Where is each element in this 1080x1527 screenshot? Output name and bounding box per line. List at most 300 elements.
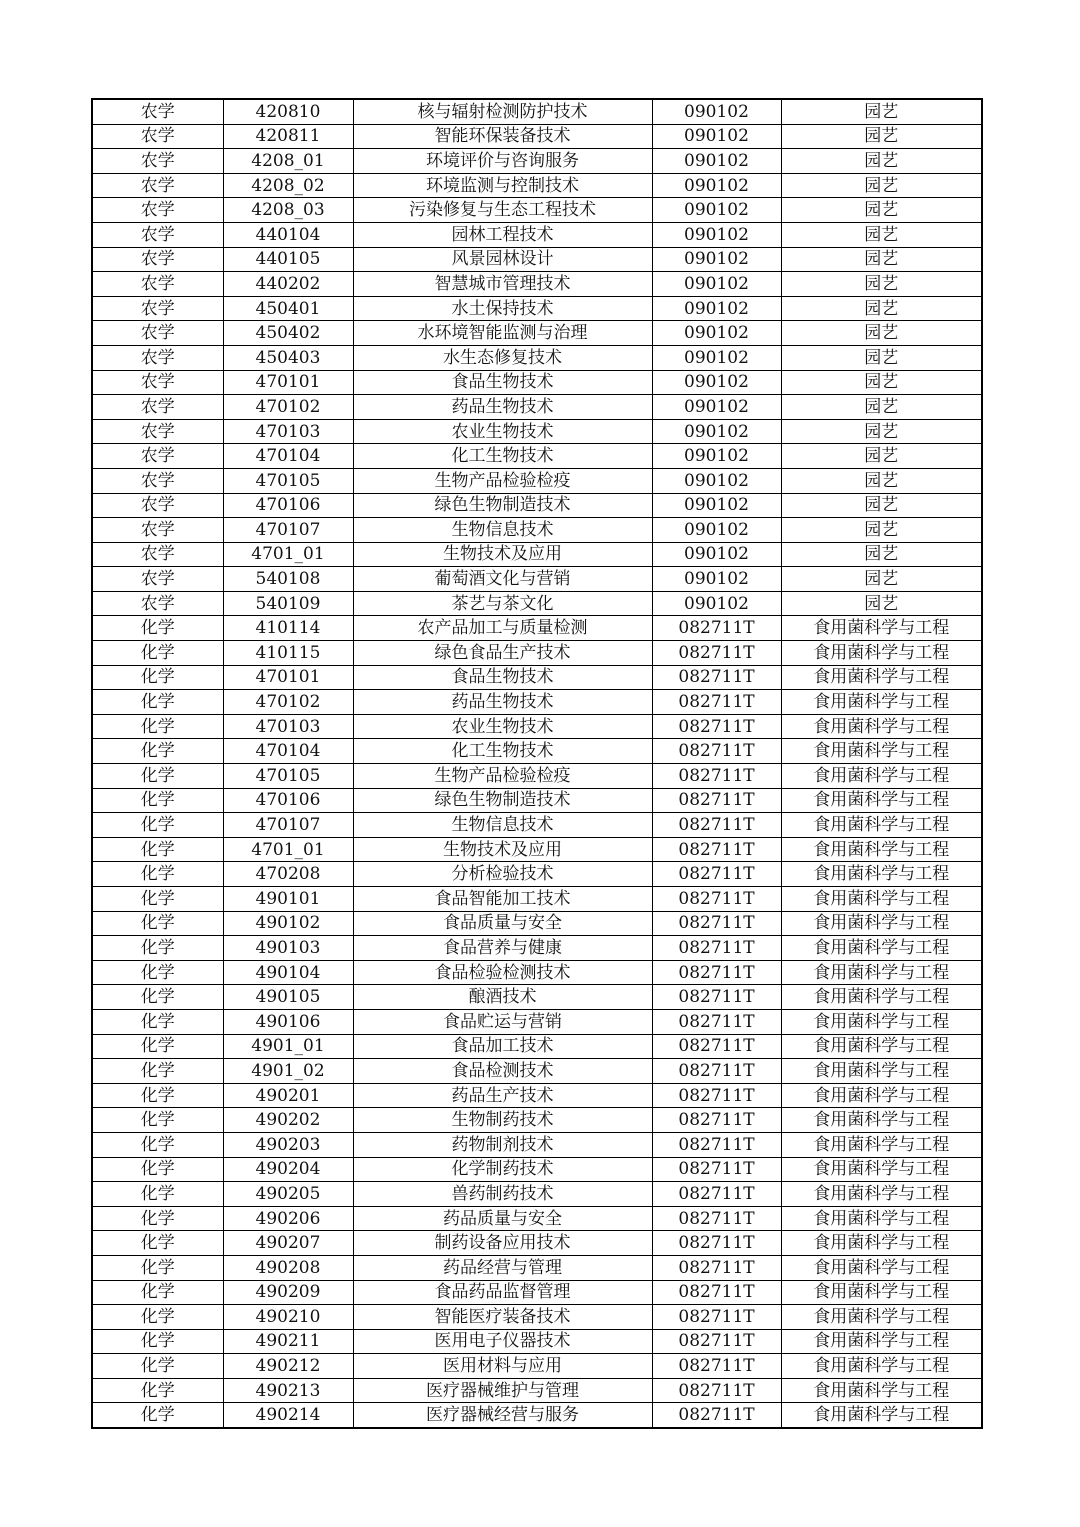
major-name-cell: 食用菌科学与工程: [781, 1255, 982, 1280]
program-name-cell: 食品生物技术: [353, 370, 652, 395]
program-code-cell: 450403: [223, 345, 353, 370]
program-code-cell: 490207: [223, 1231, 353, 1256]
program-name-cell: 化工生物技术: [353, 444, 652, 469]
table-row: [92, 641, 982, 666]
major-name-cell: 食用菌科学与工程: [781, 911, 982, 936]
major-name-cell: 食用菌科学与工程: [781, 739, 982, 764]
program-name-cell: 食品智能加工技术: [353, 887, 652, 912]
program-name-cell: 医疗器械经营与服务: [353, 1403, 652, 1428]
subject-cell: 化学: [92, 739, 223, 764]
program-code-cell: 490106: [223, 1009, 353, 1034]
major-code-cell: 090102: [652, 198, 781, 223]
major-code-cell: 090102: [652, 395, 781, 420]
table-row: [92, 960, 982, 985]
table-row: [92, 444, 982, 469]
program-code-cell: 470104: [223, 739, 353, 764]
major-code-cell: 082711T: [652, 1132, 781, 1157]
subject-cell: 化学: [92, 714, 223, 739]
major-name-cell: 园艺: [781, 370, 982, 395]
major-code-cell: 082711T: [652, 788, 781, 813]
program-code-cell: 4901_02: [223, 1059, 353, 1084]
major-code-cell: 082711T: [652, 1378, 781, 1403]
table-row: [92, 124, 982, 149]
program-name-cell: 药品质量与安全: [353, 1206, 652, 1231]
subject-cell: 化学: [92, 1403, 223, 1428]
program-name-cell: 生物制药技术: [353, 1108, 652, 1133]
program-code-cell: 4701_01: [223, 837, 353, 862]
table-row: [92, 1231, 982, 1256]
program-code-cell: 470107: [223, 813, 353, 838]
table-row: [92, 493, 982, 518]
subject-cell: 化学: [92, 1132, 223, 1157]
major-code-cell: 090102: [652, 419, 781, 444]
table-row: [92, 665, 982, 690]
table-row: [92, 468, 982, 493]
major-code-cell: 082711T: [652, 887, 781, 912]
major-name-cell: 园艺: [781, 518, 982, 543]
program-name-cell: 智能医疗装备技术: [353, 1305, 652, 1330]
program-code-cell: 540109: [223, 591, 353, 616]
program-code-cell: 4208_01: [223, 149, 353, 174]
program-code-cell: 410114: [223, 616, 353, 641]
program-name-cell: 智慧城市管理技术: [353, 272, 652, 297]
program-code-cell: 490212: [223, 1354, 353, 1379]
table-row: [92, 813, 982, 838]
program-name-cell: 生物信息技术: [353, 518, 652, 543]
major-code-cell: 090102: [652, 345, 781, 370]
major-code-cell: 082711T: [652, 616, 781, 641]
program-code-cell: 490211: [223, 1329, 353, 1354]
subject-cell: 化学: [92, 641, 223, 666]
subject-cell: 化学: [92, 862, 223, 887]
program-code-cell: 450402: [223, 321, 353, 346]
program-name-cell: 污染修复与生态工程技术: [353, 198, 652, 223]
table-row: [92, 1305, 982, 1330]
program-code-cell: 4208_03: [223, 198, 353, 223]
major-name-cell: 食用菌科学与工程: [781, 1009, 982, 1034]
table-row: [92, 591, 982, 616]
subject-cell: 农学: [92, 247, 223, 272]
program-name-cell: 核与辐射检测防护技术: [353, 99, 652, 124]
major-name-cell: 食用菌科学与工程: [781, 1182, 982, 1207]
subject-cell: 化学: [92, 1378, 223, 1403]
major-code-cell: 082711T: [652, 1305, 781, 1330]
major-name-cell: 食用菌科学与工程: [781, 1034, 982, 1059]
major-name-cell: 食用菌科学与工程: [781, 1403, 982, 1428]
major-code-cell: 090102: [652, 173, 781, 198]
major-name-cell: 食用菌科学与工程: [781, 1231, 982, 1256]
major-code-cell: 082711T: [652, 690, 781, 715]
table-row: [92, 911, 982, 936]
program-name-cell: 风景园林设计: [353, 247, 652, 272]
program-code-cell: 490204: [223, 1157, 353, 1182]
subject-cell: 化学: [92, 1231, 223, 1256]
major-code-cell: 090102: [652, 124, 781, 149]
program-code-cell: 490102: [223, 911, 353, 936]
table-row: [92, 296, 982, 321]
program-code-cell: 490104: [223, 960, 353, 985]
program-name-cell: 化工生物技术: [353, 739, 652, 764]
table-row: [92, 1206, 982, 1231]
major-code-cell: 090102: [652, 518, 781, 543]
program-name-cell: 绿色生物制造技术: [353, 788, 652, 813]
program-name-cell: 食品加工技术: [353, 1034, 652, 1059]
table-row: [92, 1132, 982, 1157]
major-code-cell: 082711T: [652, 641, 781, 666]
table-row: [92, 714, 982, 739]
major-name-cell: 食用菌科学与工程: [781, 936, 982, 961]
table-row: [92, 1378, 982, 1403]
major-code-cell: 082711T: [652, 1255, 781, 1280]
program-code-cell: 470106: [223, 493, 353, 518]
table-row: [92, 788, 982, 813]
program-name-cell: 药品生物技术: [353, 395, 652, 420]
major-name-cell: 食用菌科学与工程: [781, 690, 982, 715]
major-name-cell: 园艺: [781, 444, 982, 469]
major-code-cell: 090102: [652, 149, 781, 174]
program-code-cell: 470103: [223, 714, 353, 739]
program-name-cell: 食品质量与安全: [353, 911, 652, 936]
major-name-cell: 园艺: [781, 124, 982, 149]
program-name-cell: 制药设备应用技术: [353, 1231, 652, 1256]
major-code-cell: 082711T: [652, 911, 781, 936]
program-code-cell: 490208: [223, 1255, 353, 1280]
program-name-cell: 水环境智能监测与治理: [353, 321, 652, 346]
table-row: [92, 739, 982, 764]
program-name-cell: 医疗器械维护与管理: [353, 1378, 652, 1403]
program-name-cell: 园林工程技术: [353, 222, 652, 247]
major-name-cell: 食用菌科学与工程: [781, 714, 982, 739]
subject-cell: 化学: [92, 764, 223, 789]
table-row: [92, 764, 982, 789]
table-row: [92, 1009, 982, 1034]
table-row: [92, 690, 982, 715]
subject-cell: 化学: [92, 690, 223, 715]
table-row: [92, 222, 982, 247]
major-code-cell: 090102: [652, 542, 781, 567]
major-name-cell: 园艺: [781, 173, 982, 198]
program-code-cell: 410115: [223, 641, 353, 666]
subject-cell: 农学: [92, 272, 223, 297]
subject-cell: 农学: [92, 444, 223, 469]
table-row: [92, 1059, 982, 1084]
program-code-cell: 490202: [223, 1108, 353, 1133]
major-name-cell: 食用菌科学与工程: [781, 1206, 982, 1231]
subject-cell: 化学: [92, 1329, 223, 1354]
major-code-cell: 082711T: [652, 813, 781, 838]
program-code-cell: 470104: [223, 444, 353, 469]
subject-cell: 化学: [92, 1255, 223, 1280]
table-row: [92, 518, 982, 543]
program-code-cell: 540108: [223, 567, 353, 592]
program-name-cell: 绿色生物制造技术: [353, 493, 652, 518]
program-code-cell: 490103: [223, 936, 353, 961]
subject-cell: 农学: [92, 493, 223, 518]
program-code-cell: 440202: [223, 272, 353, 297]
program-name-cell: 生物信息技术: [353, 813, 652, 838]
program-code-cell: 470208: [223, 862, 353, 887]
program-name-cell: 医用材料与应用: [353, 1354, 652, 1379]
table-row: [92, 1354, 982, 1379]
program-code-cell: 4701_01: [223, 542, 353, 567]
major-name-cell: 食用菌科学与工程: [781, 960, 982, 985]
subject-cell: 农学: [92, 198, 223, 223]
subject-cell: 化学: [92, 665, 223, 690]
subject-cell: 农学: [92, 518, 223, 543]
program-code-cell: 490210: [223, 1305, 353, 1330]
major-code-cell: 090102: [652, 296, 781, 321]
table-row: [92, 837, 982, 862]
program-code-cell: 470107: [223, 518, 353, 543]
major-name-cell: 食用菌科学与工程: [781, 1305, 982, 1330]
program-name-cell: 食品贮运与营销: [353, 1009, 652, 1034]
program-name-cell: 药品生产技术: [353, 1083, 652, 1108]
major-name-cell: 食用菌科学与工程: [781, 1354, 982, 1379]
program-name-cell: 绿色食品生产技术: [353, 641, 652, 666]
major-code-cell: 082711T: [652, 1034, 781, 1059]
program-name-cell: 茶艺与茶文化: [353, 591, 652, 616]
program-name-cell: 药品生物技术: [353, 690, 652, 715]
program-name-cell: 药物制剂技术: [353, 1132, 652, 1157]
major-code-cell: 082711T: [652, 1403, 781, 1428]
major-name-cell: 食用菌科学与工程: [781, 616, 982, 641]
table-row: [92, 419, 982, 444]
subject-cell: 化学: [92, 960, 223, 985]
table-row: [92, 345, 982, 370]
major-name-cell: 园艺: [781, 395, 982, 420]
major-name-cell: 食用菌科学与工程: [781, 641, 982, 666]
major-code-cell: 082711T: [652, 665, 781, 690]
major-code-cell: 082711T: [652, 936, 781, 961]
program-code-cell: 470102: [223, 690, 353, 715]
major-mapping-table: [91, 98, 983, 1429]
program-name-cell: 医用电子仪器技术: [353, 1329, 652, 1354]
program-code-cell: 470105: [223, 468, 353, 493]
program-code-cell: 470101: [223, 370, 353, 395]
program-code-cell: 490101: [223, 887, 353, 912]
subject-cell: 化学: [92, 1305, 223, 1330]
program-name-cell: 智能环保装备技术: [353, 124, 652, 149]
subject-cell: 农学: [92, 370, 223, 395]
major-code-cell: 082711T: [652, 1083, 781, 1108]
subject-cell: 农学: [92, 321, 223, 346]
major-code-cell: 090102: [652, 247, 781, 272]
program-name-cell: 生物产品检验检疫: [353, 468, 652, 493]
major-name-cell: 食用菌科学与工程: [781, 862, 982, 887]
program-name-cell: 水生态修复技术: [353, 345, 652, 370]
program-name-cell: 分析检验技术: [353, 862, 652, 887]
major-name-cell: 园艺: [781, 272, 982, 297]
major-name-cell: 园艺: [781, 591, 982, 616]
table-row: [92, 1403, 982, 1428]
major-code-cell: 082711T: [652, 1059, 781, 1084]
program-code-cell: 490213: [223, 1378, 353, 1403]
table-row: [92, 936, 982, 961]
major-name-cell: 食用菌科学与工程: [781, 1059, 982, 1084]
table-row: [92, 1329, 982, 1354]
subject-cell: 化学: [92, 887, 223, 912]
major-name-cell: 园艺: [781, 419, 982, 444]
major-code-cell: 082711T: [652, 862, 781, 887]
major-name-cell: 食用菌科学与工程: [781, 1083, 982, 1108]
program-code-cell: 490105: [223, 985, 353, 1010]
major-code-cell: 082711T: [652, 1231, 781, 1256]
table-body: [92, 99, 982, 1428]
major-name-cell: 食用菌科学与工程: [781, 837, 982, 862]
major-name-cell: 食用菌科学与工程: [781, 764, 982, 789]
subject-cell: 化学: [92, 985, 223, 1010]
subject-cell: 农学: [92, 345, 223, 370]
major-name-cell: 食用菌科学与工程: [781, 1329, 982, 1354]
subject-cell: 化学: [92, 1059, 223, 1084]
table-row: [92, 862, 982, 887]
subject-cell: 农学: [92, 419, 223, 444]
program-name-cell: 农业生物技术: [353, 419, 652, 444]
program-name-cell: 农产品加工与质量检测: [353, 616, 652, 641]
program-code-cell: 470102: [223, 395, 353, 420]
major-code-cell: 082711T: [652, 1009, 781, 1034]
major-name-cell: 食用菌科学与工程: [781, 788, 982, 813]
major-name-cell: 食用菌科学与工程: [781, 665, 982, 690]
table-row: [92, 985, 982, 1010]
major-code-cell: 090102: [652, 272, 781, 297]
table-row: [92, 1083, 982, 1108]
major-code-cell: 090102: [652, 99, 781, 124]
program-name-cell: 酿酒技术: [353, 985, 652, 1010]
table-row: [92, 173, 982, 198]
major-name-cell: 园艺: [781, 493, 982, 518]
major-code-cell: 082711T: [652, 1329, 781, 1354]
major-code-cell: 082711T: [652, 1280, 781, 1305]
program-code-cell: 4901_01: [223, 1034, 353, 1059]
major-code-cell: 082711T: [652, 1108, 781, 1133]
table-row: [92, 616, 982, 641]
program-code-cell: 490201: [223, 1083, 353, 1108]
program-name-cell: 生物产品检验检疫: [353, 764, 652, 789]
subject-cell: 农学: [92, 567, 223, 592]
program-code-cell: 490214: [223, 1403, 353, 1428]
program-name-cell: 环境评价与咨询服务: [353, 149, 652, 174]
major-name-cell: 食用菌科学与工程: [781, 985, 982, 1010]
subject-cell: 化学: [92, 1354, 223, 1379]
table-row: [92, 1108, 982, 1133]
major-name-cell: 食用菌科学与工程: [781, 1157, 982, 1182]
subject-cell: 化学: [92, 616, 223, 641]
subject-cell: 化学: [92, 788, 223, 813]
subject-cell: 农学: [92, 222, 223, 247]
major-name-cell: 园艺: [781, 99, 982, 124]
major-name-cell: 园艺: [781, 296, 982, 321]
major-code-cell: 082711T: [652, 960, 781, 985]
program-code-cell: 470105: [223, 764, 353, 789]
table-row: [92, 198, 982, 223]
program-name-cell: 食品检验检测技术: [353, 960, 652, 985]
major-name-cell: 园艺: [781, 468, 982, 493]
program-code-cell: 440104: [223, 222, 353, 247]
major-code-cell: 082711T: [652, 1182, 781, 1207]
table-row: [92, 370, 982, 395]
program-name-cell: 食品药品监督管理: [353, 1280, 652, 1305]
program-code-cell: 470106: [223, 788, 353, 813]
subject-cell: 化学: [92, 1034, 223, 1059]
major-name-cell: 园艺: [781, 198, 982, 223]
table-row: [92, 542, 982, 567]
program-name-cell: 生物技术及应用: [353, 837, 652, 862]
program-name-cell: 农业生物技术: [353, 714, 652, 739]
major-name-cell: 园艺: [781, 321, 982, 346]
program-name-cell: 食品检测技术: [353, 1059, 652, 1084]
subject-cell: 农学: [92, 395, 223, 420]
subject-cell: 化学: [92, 1157, 223, 1182]
major-name-cell: 食用菌科学与工程: [781, 1108, 982, 1133]
program-code-cell: 440105: [223, 247, 353, 272]
major-code-cell: 090102: [652, 370, 781, 395]
subject-cell: 农学: [92, 296, 223, 321]
subject-cell: 农学: [92, 149, 223, 174]
subject-cell: 化学: [92, 1108, 223, 1133]
program-name-cell: 环境监测与控制技术: [353, 173, 652, 198]
subject-cell: 化学: [92, 1182, 223, 1207]
major-code-cell: 090102: [652, 468, 781, 493]
major-code-cell: 082711T: [652, 1354, 781, 1379]
major-name-cell: 园艺: [781, 247, 982, 272]
table-row: [92, 149, 982, 174]
table-row: [92, 1034, 982, 1059]
major-name-cell: 园艺: [781, 542, 982, 567]
program-code-cell: 4208_02: [223, 173, 353, 198]
table-row: [92, 272, 982, 297]
major-code-cell: 090102: [652, 321, 781, 346]
major-name-cell: 食用菌科学与工程: [781, 813, 982, 838]
table-row: [92, 321, 982, 346]
table-row: [92, 1255, 982, 1280]
major-code-cell: 090102: [652, 493, 781, 518]
subject-cell: 农学: [92, 124, 223, 149]
subject-cell: 化学: [92, 1206, 223, 1231]
table-row: [92, 567, 982, 592]
program-code-cell: 490209: [223, 1280, 353, 1305]
program-code-cell: 470101: [223, 665, 353, 690]
major-name-cell: 园艺: [781, 567, 982, 592]
program-name-cell: 兽药制药技术: [353, 1182, 652, 1207]
program-code-cell: 490205: [223, 1182, 353, 1207]
subject-cell: 化学: [92, 837, 223, 862]
program-name-cell: 食品营养与健康: [353, 936, 652, 961]
major-code-cell: 090102: [652, 567, 781, 592]
program-code-cell: 490203: [223, 1132, 353, 1157]
subject-cell: 农学: [92, 591, 223, 616]
subject-cell: 化学: [92, 936, 223, 961]
program-name-cell: 药品经营与管理: [353, 1255, 652, 1280]
subject-cell: 化学: [92, 1280, 223, 1305]
major-name-cell: 园艺: [781, 345, 982, 370]
major-name-cell: 园艺: [781, 222, 982, 247]
program-name-cell: 生物技术及应用: [353, 542, 652, 567]
major-code-cell: 082711T: [652, 764, 781, 789]
table-row: [92, 99, 982, 124]
subject-cell: 化学: [92, 911, 223, 936]
subject-cell: 农学: [92, 542, 223, 567]
program-code-cell: 420810: [223, 99, 353, 124]
major-code-cell: 090102: [652, 591, 781, 616]
subject-cell: 化学: [92, 1009, 223, 1034]
major-code-cell: 082711T: [652, 1206, 781, 1231]
subject-cell: 化学: [92, 813, 223, 838]
major-name-cell: 食用菌科学与工程: [781, 887, 982, 912]
program-code-cell: 470103: [223, 419, 353, 444]
subject-cell: 农学: [92, 173, 223, 198]
table-row: [92, 395, 982, 420]
